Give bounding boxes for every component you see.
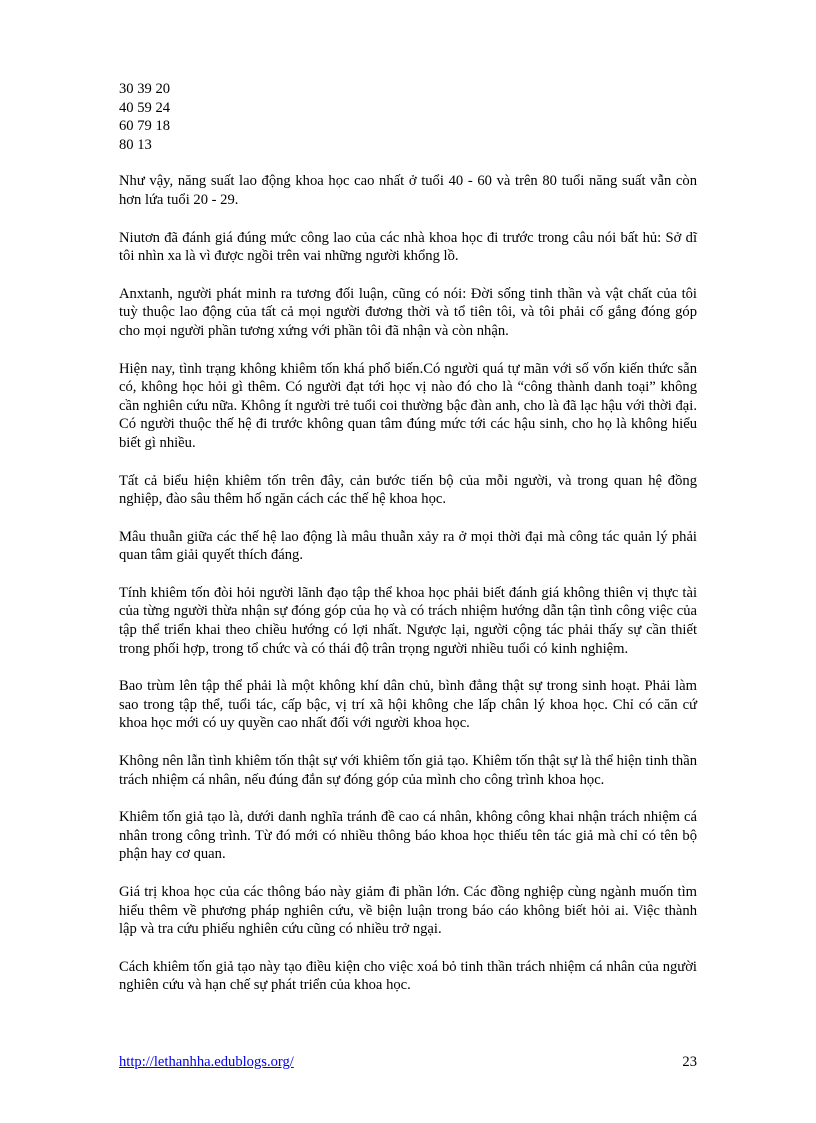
paragraph: Anxtanh, người phát minh ra tương đối luận, cũng có nói: Đời sống tinh thần và vật chất của tôi tuỳ thuộc lao động của tất cả mọi người đương thời và tổ tiên tôi, và tôi phải cố gắng đóng góp cho mọi người phần tương xứng với phần tôi đã nhận và còn nhận.	[119, 285, 697, 339]
paragraph: Bao trùm lên tập thể phải là một không khí dân chủ, bình đẳng thật sự trong sinh hoạt. Phải làm sao trong tập thể, tuổi tác, cấp bậc, vị trí xã hội không che lấp chân lý khoa học. Chỉ có căn cứ khoa học mới có uy quyền cao nhất đối với người khoa học.	[119, 678, 697, 732]
footer-link[interactable]: http://lethanhha.edublogs.org/	[119, 1054, 294, 1070]
age-productivity-list	[119, 80, 697, 154]
page-number: 23	[682, 1054, 697, 1070]
paragraph: Như vậy, năng suất lao động khoa học cao nhất ở tuổi 40 - 60 và trên 80 tuổi năng suất vẫn còn hơn lứa tuổi 20 - 29.	[119, 173, 697, 208]
paragraph: Khiêm tốn giả tạo là, dưới danh nghĩa tránh đề cao cá nhân, không công khai nhận trách nhiệm cá nhân trong công trình. Từ đó mới có nhiều thông báo khoa học thiếu tên tác giả mà chỉ có tên bộ phận hay cơ quan.	[119, 809, 697, 863]
page-body	[119, 80, 697, 1014]
stat-line: 30 39 20	[119, 81, 171, 97]
paragraph: Niutơn đã đánh giá đúng mức công lao của các nhà khoa học đi trước trong câu nói bất hủ: Sở dĩ tôi nhìn xa là vì được ngồi trên vai những người khổng lồ.	[119, 229, 697, 265]
paragraph: Tính khiêm tốn đòi hỏi người lãnh đạo tập thể khoa học phải biết đánh giá không thiên vị thực tài của từng người thừa nhận sự đóng góp của họ và có trách nhiệm hướng dẫn tận tình công việc của tập thể triển khai theo chiều hướng có lợi nhất. Ngược lại, người cộng tác phải thấy sự cần thiết trong phối hợp, trong tổ chức và có thái độ trân trọng người nhiều tuổi có kinh nghiệm.	[119, 584, 697, 657]
paragraph: Tất cả biểu hiện khiêm tốn trên đây, cản bước tiến bộ của mỗi người, và trong quan hệ đồng nghiệp, đào sâu thêm hố ngăn cách các thế hệ khoa học.	[119, 472, 697, 508]
stat-line: 80 13	[119, 136, 152, 153]
paragraph: Mâu thuẫn giữa các thế hệ lao động là mâu thuẫn xảy ra ở mọi thời đại mà công tác quản lý phải quan tâm giải quyết thích đáng.	[119, 528, 697, 564]
paragraph: Không nên lẫn tình khiêm tốn thật sự với khiêm tốn giả tạo. Khiêm tốn thật sự là thể hiện tinh thần trách nhiệm cá nhân, nếu đúng đắn sự đóng góp của mình cho công trình khoa học.	[119, 753, 697, 788]
paragraph: Hiện nay, tình trạng không khiêm tốn khá phổ biến.Có người quá tự mãn với số vốn kiến thức sẵn có, không học hỏi gì thêm. Có người đạt tới học vị nào đó cho là “công thành danh toại” không cần nghiên cứu nữa. Không ít người trẻ tuổi coi thường bậc đàn anh, cho là đã lạc hậu với thời đại. Có người thuộc thế hệ đi trước không quan tâm đúng mức tới các hậu sinh, cho họ là không hiểu biết gì nhiều.	[119, 360, 697, 451]
stat-line: 60 79 18	[119, 118, 171, 135]
paragraph: Cách khiêm tốn giả tạo này tạo điều kiện cho việc xoá bỏ tinh thần trách nhiệm cá nhân của người nghiên cứu và hạn chế sự phát triển của khoa học.	[119, 958, 697, 994]
stat-line: 40 59 24	[119, 99, 171, 116]
paragraph: Giá trị khoa học của các thông báo này giảm đi phần lớn. Các đồng nghiệp cùng ngành muốn tìm hiểu thêm về phương pháp nghiên cứu, về biện luận trong báo cáo không biết hỏi ai. Việc thành lập và tra cứu phiếu nghiên cứu cũng có nhiều trở ngại.	[119, 884, 697, 938]
